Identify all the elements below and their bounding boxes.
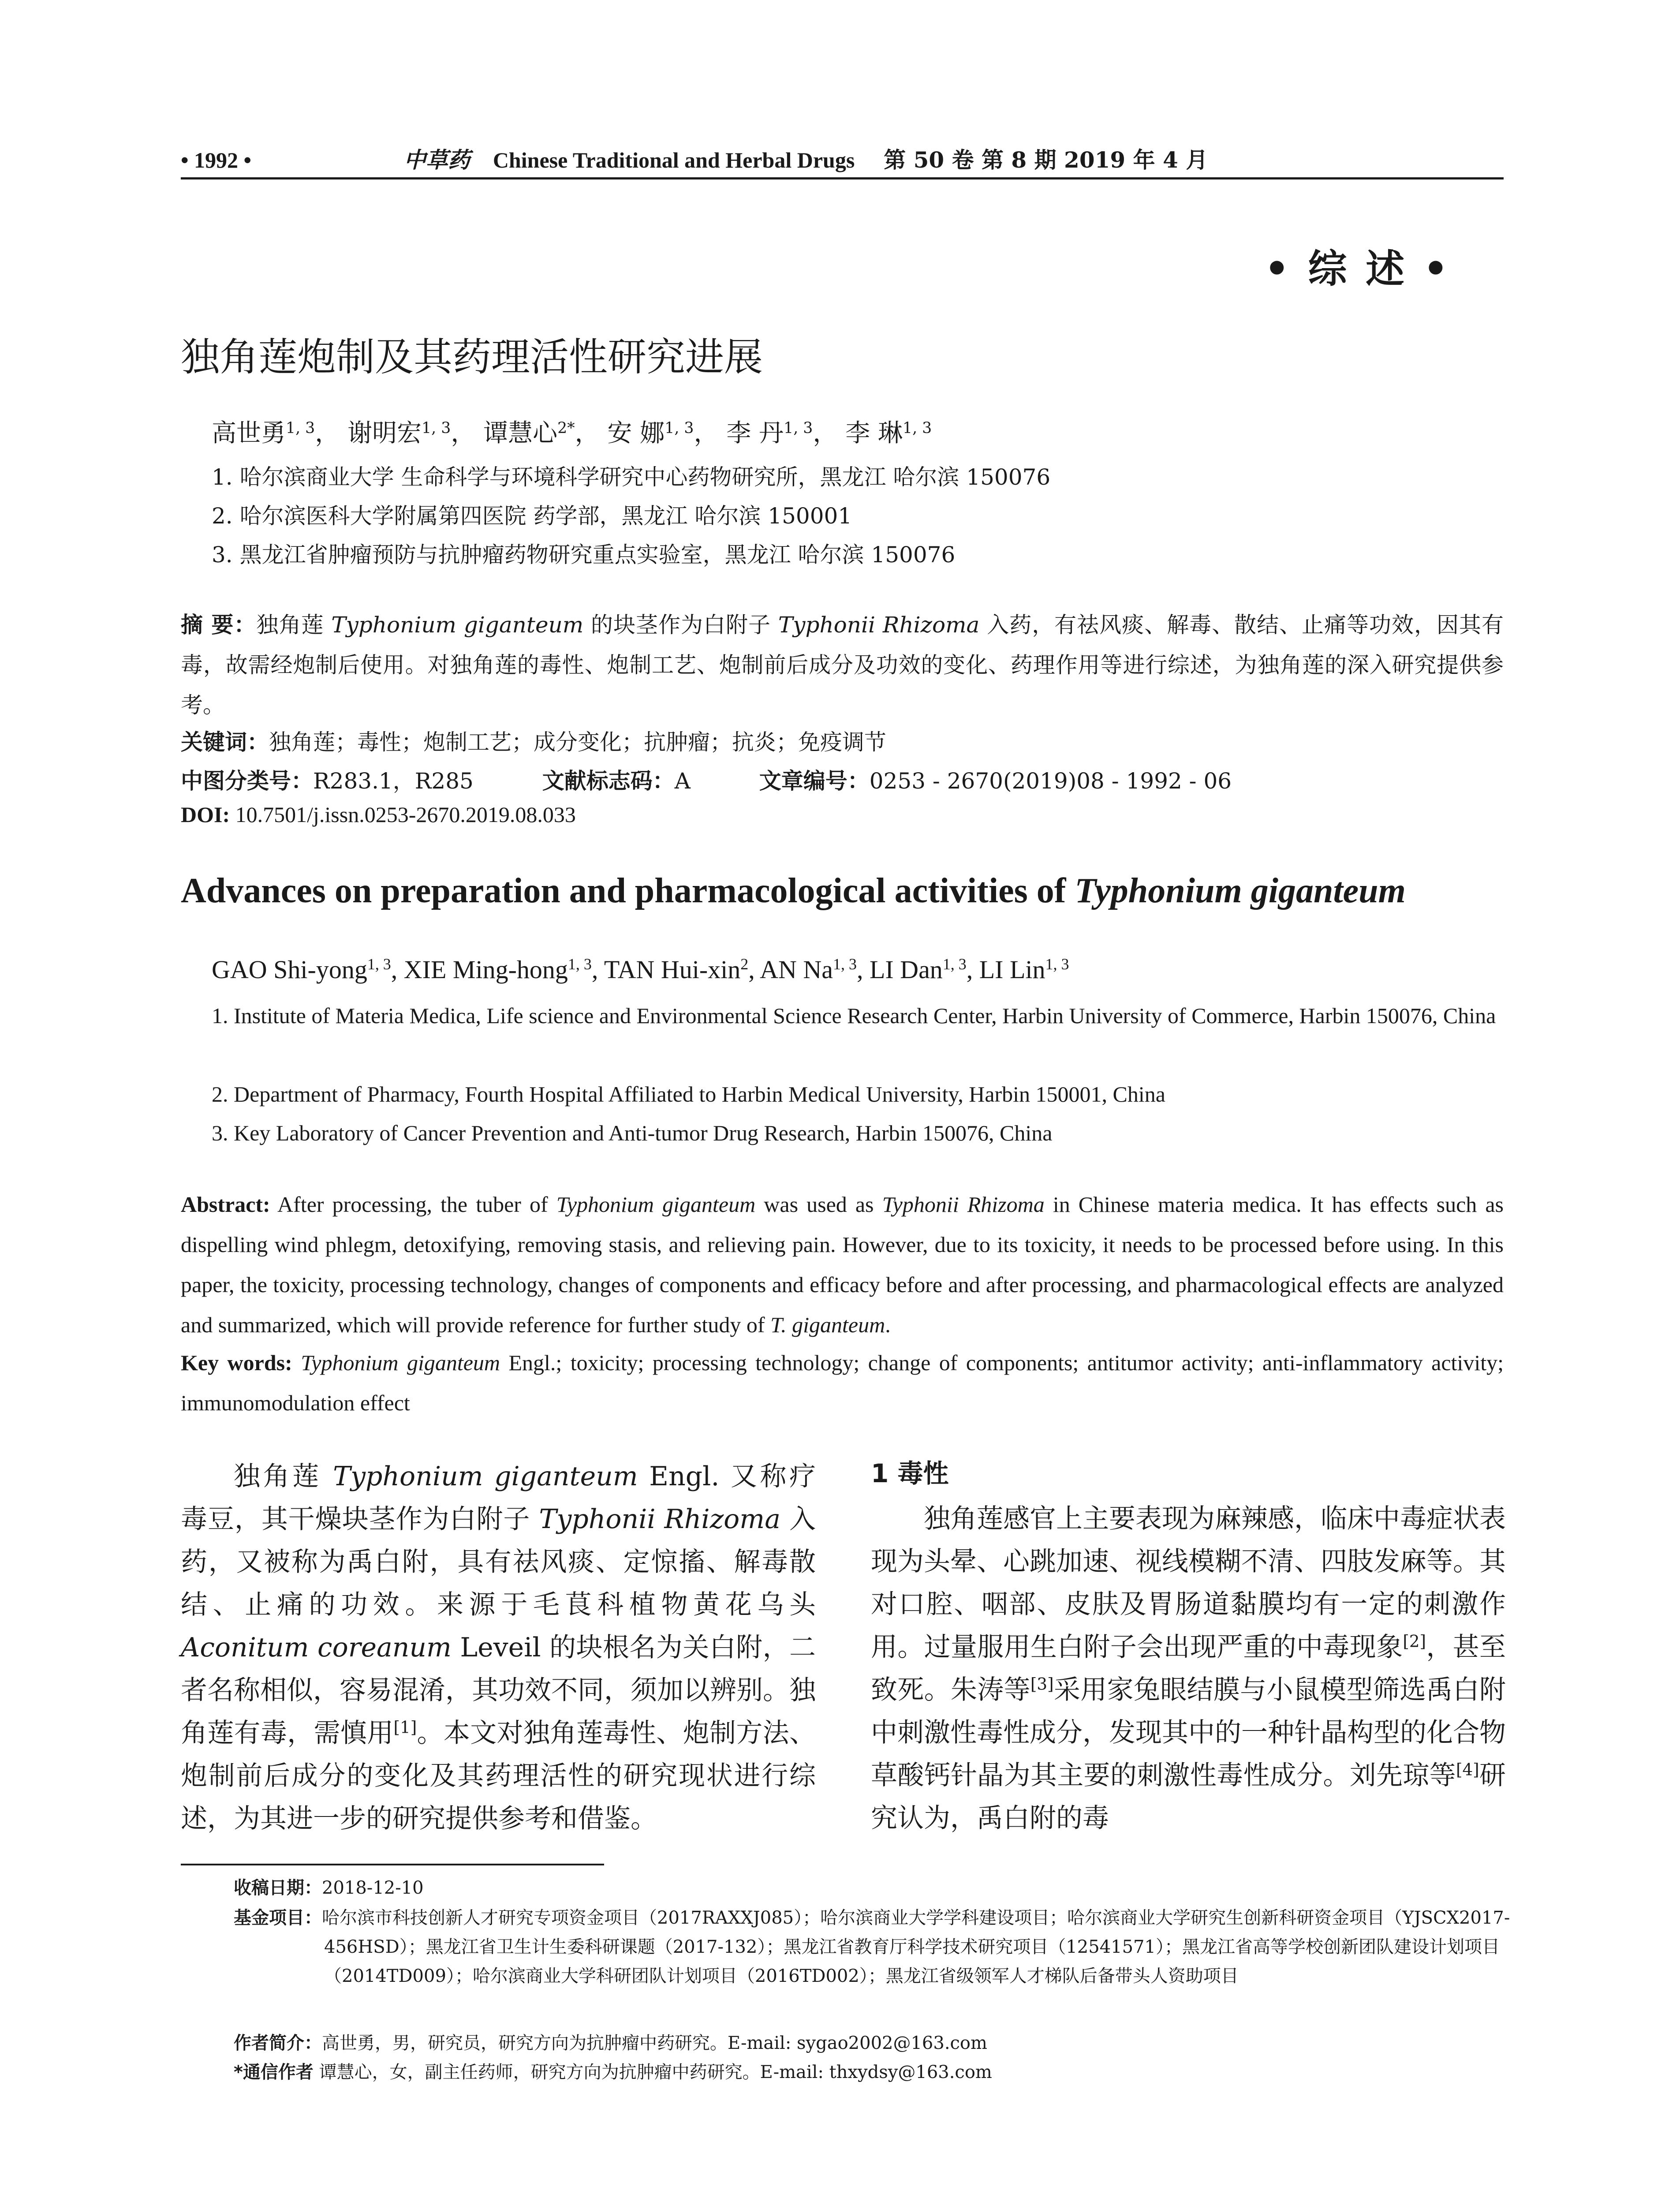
author-cn: 李 琳$^{1, 3}$ [845,419,932,448]
page-number: • 1992 • [181,148,252,172]
intro-paragraph: 独角莲 Typhonium giganteum Engl. 又称疗毒豆，其干燥块茎作为白附子 Typhonii Rhizoma 入药，又被称为禹白附，具有祛风痰、定惊搐、解毒散结、止痛的功效。来源于毛茛科植物黄花乌头 Aconitum coreanum Leveil 的块根名为关白附，二者名称相似，容易混淆，其功效不同，须加以辨别。独角莲有毒，需慎用[1]。本文对独角莲毒性、炮制方法、炮制前后成分的变化及其药理活性的研究现状进行综述，为其进一步的研究提供参考和借鉴。 [181,1461,816,1834]
abstract-cn: 摘 要：独角莲 Typhonium giganteum 的块茎作为白附子 Typhonii Rhizoma 入药，有祛风痰、解毒、散结、止痛等功效，因其有毒，故需经炮制后使用。对独角莲的毒性、炮制工艺、炮制前后成分及功效的变化、药理作用等进行综述，为独角莲的深入研究提供参考。 [181,612,1504,718]
affiliation-cn-1: 1. 哈尔滨商业大学 生命科学与环境科学研究中心药物研究所，黑龙江 哈尔滨 150076 [212,464,1051,490]
author-en: LI Dan$^{1, 3}$ [869,955,967,984]
abstract-en: Abstract: After processing, the tuber of Typhonium giganteum was used as Typhonii Rhizoma in Chinese materia medica. It has effects such as dispelling wind phlegm, detoxifying, removing stasis, and relieving pain. However, due to its toxicity, it needs to be processed before using. In this paper, the toxicity, processing technology, changes of components and efficacy before and after processing, and pharmacological effects are analyzed and summarized, which will provide reference for further study of T. giganteum. [181,1192,1504,1337]
keywords-en: Key words: Typhonium giganteum Engl.; toxicity; processing technology; change of components; antitumor activity; anti-inflammatory activity; immunomodulation effect [181,1350,1504,1415]
title-cn: 独角莲炮制及其药理活性研究进展 [181,334,763,380]
affiliation-cn-3: 3. 黑龙江省肿瘤预防与抗肿瘤药物研究重点实验室，黑龙江 哈尔滨 150076 [212,542,956,568]
citation-ref: [1] [393,1717,417,1737]
footnote-fund: 基金项目：哈尔滨市科技创新人才研究专项资金项目（2017RAXXJ085）；哈尔滨商业大学学科建设项目；哈尔滨商业大学研究生创新科研资金项目（YJSCX2017-456HSD）；黑龙江省卫生计生委科研课题（2017-132）；黑龙江省教育厅科学技术研究项目（12541571）；黑龙江省高等学校创新团队建设计划项目（2014TD009）；哈尔滨商业大学科研团队计划项目（2016TD002）；黑龙江省级领军人才梯队后备带头人资助项目 [234,1908,1510,1986]
header-rule [181,177,1504,179]
classification-line: 中图分类号：R283.1，R285 文献标志码：A 文章编号：0253 - 2670(2019)08 - 1992 - 06 [181,768,1232,794]
affiliation-cn-2: 2. 哈尔滨医科大学附属第四医院 药学部，黑龙江 哈尔滨 150001 [212,503,852,529]
footnote-rule [181,1864,604,1865]
keywords-cn: 关键词：独角莲；毒性；炮制工艺；成分变化；抗肿瘤；抗炎；免疫调节 [181,729,886,755]
author-cn: 安 娜$^{1, 3}$ [607,419,694,448]
journal-name-cn: 中草药 [403,147,470,173]
citation-ref: [4] [1456,1760,1479,1779]
section-paragraph: 独角莲感官上主要表现为麻辣感，临床中毒症状表现为头晕、心跳加速、视线模糊不清、四肢发麻等。其对口腔、咽部、皮肤及胃肠道黏膜均有一定的刺激作用。过量服用生白附子会出现严重的中毒现象[2]，甚至致死。朱涛等[3]采用家兔眼结膜与小鼠模型筛选禹白附中刺激性毒性成分，发现其中的一种针晶构型的化合物草酸钙针晶为其主要的刺激性毒性成分。刘先琼等[4]研究认为，禹白附的毒 [871,1503,1506,1834]
body-column-left [181,1455,816,1840]
affiliation-en-1: 1. Institute of Materia Medica, Life science and Environmental Science Research Center, Harbin University of Commerce, Harbin 150076, China [212,1003,1496,1028]
doi-line: DOI: 10.7501/j.issn.0253-2670.2019.08.033 [181,802,576,827]
citation-ref: [3] [1030,1674,1054,1694]
journal-name-en: Chinese Traditional and Herbal Drugs [493,148,855,172]
author-en: AN Na$^{1, 3}$ [760,955,857,984]
title-en: Advances on preparation and pharmacological activities of Typhonium giganteum [181,871,1406,910]
author-cn: 谢明宏$^{1, 3}$ [347,419,451,448]
running-header [181,140,1504,180]
journal-issue: 第 50 卷 第 8 期 2019 年 4 月 [884,147,1208,173]
author-en: XIE Ming-hong$^{1, 3}$ [403,955,592,984]
affiliation-en-3: 3. Key Laboratory of Cancer Prevention and Anti-tumor Drug Research, Harbin 150076, China [212,1121,1053,1145]
authors-en: GAO Shi-yong$^{1, 3}$, XIE Ming-hong$^{1, 3}$, TAN Hui-xin$^2$, AN Na$^{1, 3}$, LI Dan$^{1, 3}$, LI Lin$^{1, 3}$ [212,955,1069,984]
authors-cn: 高世勇$^{1, 3}$， 谢明宏$^{1, 3}$， 谭慧心$^{2*}$， 安 娜$^{1, 3}$， 李 丹$^{1, 3}$， 李 琳$^{1, 3}$ [212,419,932,448]
section-tag: • 综 述 • [1264,246,1451,292]
footnote-corresponding: *通信作者 谭慧心，女，副主任药师，研究方向为抗肿瘤中药研究。E-mail: thxydsy@163.com [234,2062,992,2082]
author-cn: 高世勇$^{1, 3}$ [212,419,315,448]
author-en: TAN Hui-xin$^2$ [604,955,749,984]
footnote-author: 作者简介：高世勇，男，研究员，研究方向为抗肿瘤中药研究。E-mail: sygao2002@163.com [234,2033,987,2053]
author-cn: 谭慧心$^{2*}$ [483,419,575,448]
section-heading: 1 毒性 [871,1458,949,1488]
footnote-received: 收稿日期：2018-12-10 [234,1878,424,1898]
body-column-right [871,1455,1506,1840]
affiliation-en-2: 2. Department of Pharmacy, Fourth Hospital Affiliated to Harbin Medical University, Harbin 150001, China [212,1082,1165,1106]
author-en: LI Lin$^{1, 3}$ [979,955,1069,984]
author-en: GAO Shi-yong$^{1, 3}$ [212,955,391,984]
author-cn: 李 丹$^{1, 3}$ [726,419,813,448]
citation-ref: [2] [1403,1631,1426,1651]
